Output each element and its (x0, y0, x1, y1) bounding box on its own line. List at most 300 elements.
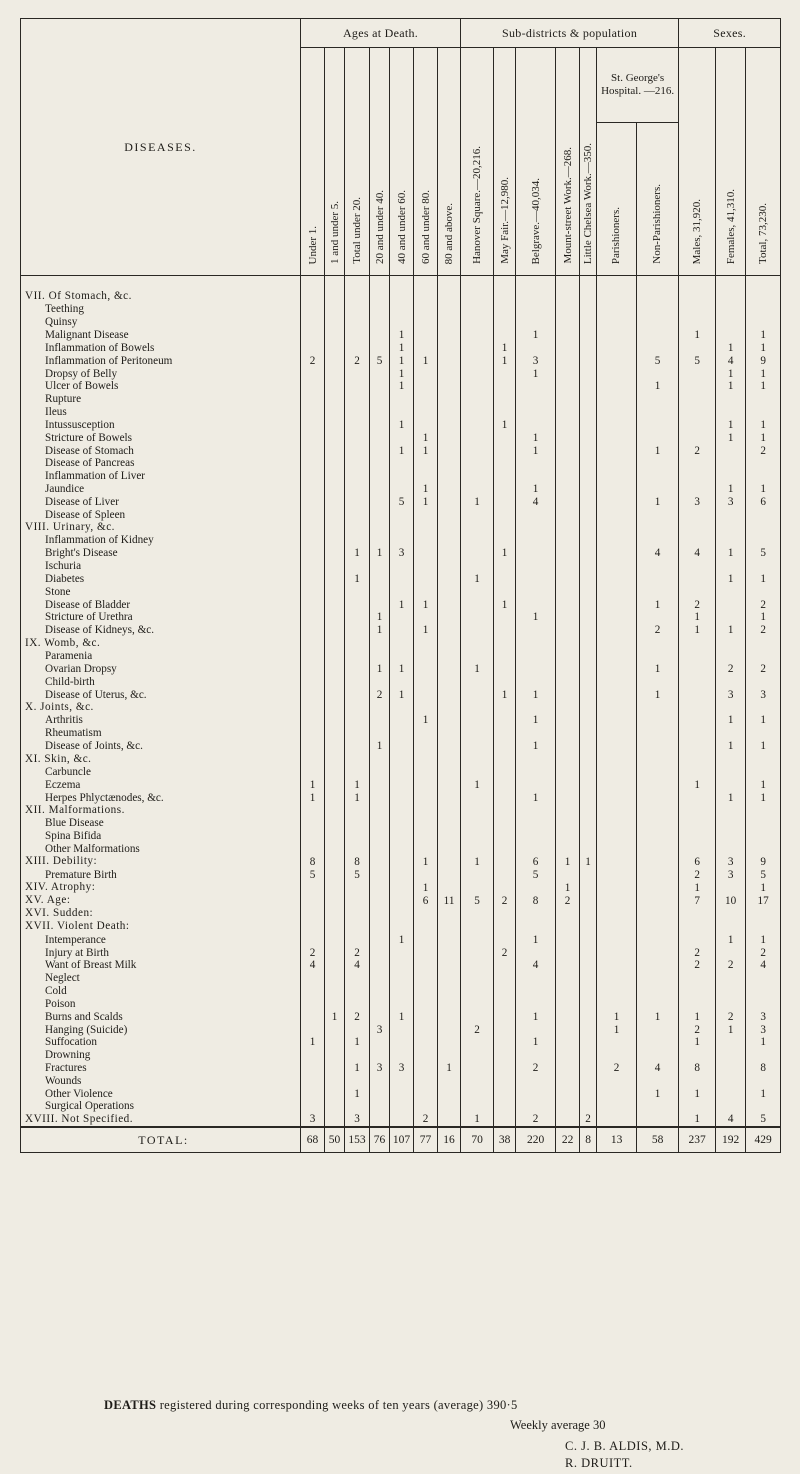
count-cell (438, 329, 461, 342)
count-cell (637, 329, 679, 342)
table-row (21, 547, 781, 560)
count-cell (461, 868, 494, 881)
count-cell: 3 (746, 1010, 781, 1023)
count-cell: 8 (301, 855, 325, 868)
count-cell (556, 521, 580, 534)
count-cell (438, 650, 461, 663)
count-cell (516, 1074, 556, 1087)
count-cell (461, 354, 494, 367)
count-cell: 1 (746, 573, 781, 586)
count-cell: 1 (679, 1036, 716, 1049)
count-cell (461, 341, 494, 354)
count-cell (746, 457, 781, 470)
count-cell (325, 547, 345, 560)
count-cell: 1 (414, 444, 438, 457)
count-cell: 1 (516, 431, 556, 444)
count-cell (345, 843, 370, 856)
count-cell (556, 997, 580, 1010)
count-cell: 1 (414, 624, 438, 637)
count-cell (580, 791, 597, 804)
count-cell (438, 444, 461, 457)
count-cell (637, 714, 679, 727)
count-cell (301, 933, 325, 946)
count-cell (580, 341, 597, 354)
count-cell: 1 (370, 663, 390, 676)
count-cell (325, 624, 345, 637)
count-cell (301, 521, 325, 534)
total-cell: 192 (716, 1127, 746, 1153)
count-cell (494, 521, 516, 534)
count-cell (345, 303, 370, 316)
count-cell (461, 418, 494, 431)
count-cell: 2 (345, 946, 370, 959)
disease-name: Dropsy of Belly (21, 367, 301, 380)
count-cell (637, 534, 679, 547)
count-cell (345, 920, 370, 933)
count-cell (325, 367, 345, 380)
count-cell (301, 444, 325, 457)
count-cell (325, 290, 345, 303)
table-row (21, 483, 781, 496)
table-row (21, 1074, 781, 1087)
table-row (21, 444, 781, 457)
count-cell (345, 804, 370, 817)
count-cell (494, 585, 516, 598)
count-cell (494, 1074, 516, 1087)
count-cell (414, 341, 438, 354)
count-cell (390, 534, 414, 547)
count-cell: 1 (679, 329, 716, 342)
count-cell (679, 714, 716, 727)
count-cell (746, 560, 781, 573)
count-cell (438, 534, 461, 547)
table-row (21, 611, 781, 624)
count-cell (370, 444, 390, 457)
count-cell: 1 (746, 483, 781, 496)
count-cell (494, 431, 516, 444)
count-cell (325, 303, 345, 316)
disease-name: Poison (21, 997, 301, 1010)
count-cell (325, 817, 345, 830)
count-cell (461, 843, 494, 856)
count-cell (637, 650, 679, 663)
count-cell (325, 894, 345, 907)
count-cell (556, 303, 580, 316)
count-cell (679, 817, 716, 830)
count-cell (494, 740, 516, 753)
count-cell (325, 959, 345, 972)
count-cell (414, 573, 438, 586)
count-cell (716, 675, 746, 688)
count-cell (679, 1049, 716, 1062)
count-cell (746, 753, 781, 766)
total-cell: 77 (414, 1127, 438, 1153)
count-cell (461, 444, 494, 457)
count-cell (370, 791, 390, 804)
count-cell (679, 701, 716, 714)
count-cell (746, 534, 781, 547)
count-cell (637, 1074, 679, 1087)
count-cell: 1 (679, 881, 716, 894)
count-cell (390, 740, 414, 753)
count-cell (580, 483, 597, 496)
count-cell (580, 495, 597, 508)
count-cell: 9 (746, 855, 781, 868)
count-cell (580, 521, 597, 534)
count-cell: 1 (494, 688, 516, 701)
count-cell (716, 637, 746, 650)
count-cell (390, 470, 414, 483)
count-cell (556, 985, 580, 998)
count-cell (414, 804, 438, 817)
count-cell (516, 521, 556, 534)
count-cell (345, 534, 370, 547)
count-cell (637, 1100, 679, 1113)
count-cell (390, 920, 414, 933)
count-cell (438, 406, 461, 419)
count-cell (325, 1023, 345, 1036)
count-cell (345, 663, 370, 676)
table-row (21, 714, 781, 727)
count-cell (461, 521, 494, 534)
section-row (21, 855, 781, 868)
count-cell (301, 457, 325, 470)
count-cell: 1 (494, 354, 516, 367)
count-cell (461, 766, 494, 779)
count-cell (637, 959, 679, 972)
count-cell (597, 598, 637, 611)
count-cell (370, 431, 390, 444)
count-cell (370, 585, 390, 598)
count-cell (580, 701, 597, 714)
count-cell: 2 (679, 444, 716, 457)
count-cell: 2 (679, 868, 716, 881)
count-cell (556, 791, 580, 804)
count-cell (716, 701, 746, 714)
count-cell (716, 920, 746, 933)
count-cell (556, 1074, 580, 1087)
deaths-average-note: DEATHS registered during corresponding weeks of ten years (average) 390·5 (104, 1398, 518, 1412)
disease-name: Stricture of Urethra (21, 611, 301, 624)
count-cell (597, 637, 637, 650)
count-cell (637, 367, 679, 380)
count-cell (370, 894, 390, 907)
count-cell: 5 (516, 868, 556, 881)
count-cell (516, 380, 556, 393)
count-cell (597, 367, 637, 380)
count-cell: 1 (345, 1036, 370, 1049)
count-cell: 1 (494, 418, 516, 431)
count-cell (301, 1049, 325, 1062)
count-cell (301, 830, 325, 843)
count-cell (556, 868, 580, 881)
count-cell (746, 675, 781, 688)
count-cell: 1 (390, 329, 414, 342)
count-cell (438, 933, 461, 946)
column-header-6: 80 and above. (438, 48, 461, 276)
table-row (21, 766, 781, 779)
disease-name: Injury at Birth (21, 946, 301, 959)
count-cell (461, 675, 494, 688)
table-row (21, 933, 781, 946)
total-cell: 68 (301, 1127, 325, 1153)
count-cell (556, 329, 580, 342)
count-cell (597, 508, 637, 521)
count-cell: 1 (637, 688, 679, 701)
count-cell (301, 972, 325, 985)
count-cell: 3 (390, 1062, 414, 1075)
count-cell: 1 (746, 341, 781, 354)
count-cell (637, 933, 679, 946)
count-cell (746, 830, 781, 843)
count-cell (414, 1036, 438, 1049)
count-cell (345, 830, 370, 843)
table-row (21, 663, 781, 676)
count-cell: 5 (746, 1113, 781, 1127)
count-cell (597, 1049, 637, 1062)
count-cell (325, 1062, 345, 1075)
count-cell: 3 (390, 547, 414, 560)
count-cell (325, 585, 345, 598)
count-cell (301, 316, 325, 329)
count-cell (679, 727, 716, 740)
total-cell: 50 (325, 1127, 345, 1153)
count-cell (637, 470, 679, 483)
count-cell (580, 1010, 597, 1023)
count-cell: 2 (746, 598, 781, 611)
count-cell (461, 920, 494, 933)
count-cell (679, 290, 716, 303)
disease-name: Child-birth (21, 675, 301, 688)
count-cell (325, 766, 345, 779)
count-cell (716, 1074, 746, 1087)
count-cell (556, 418, 580, 431)
count-cell (637, 675, 679, 688)
count-cell (597, 316, 637, 329)
count-cell (390, 303, 414, 316)
count-cell: 1 (494, 341, 516, 354)
count-cell: 1 (746, 791, 781, 804)
count-cell (414, 534, 438, 547)
count-cell (301, 714, 325, 727)
count-cell: 1 (716, 740, 746, 753)
count-cell (637, 1023, 679, 1036)
count-cell (516, 727, 556, 740)
count-cell (414, 933, 438, 946)
count-cell: 1 (580, 855, 597, 868)
count-cell: 2 (345, 354, 370, 367)
count-cell (414, 972, 438, 985)
count-cell (580, 1100, 597, 1113)
disease-name: XII. Malformations. (21, 804, 301, 817)
count-cell (414, 766, 438, 779)
count-cell (637, 457, 679, 470)
count-cell (746, 804, 781, 817)
count-cell (556, 920, 580, 933)
count-cell (370, 650, 390, 663)
count-cell (461, 431, 494, 444)
count-cell: 2 (716, 959, 746, 972)
count-cell (597, 817, 637, 830)
count-cell (746, 508, 781, 521)
count-cell (556, 714, 580, 727)
count-cell (370, 316, 390, 329)
count-cell (679, 508, 716, 521)
count-cell (597, 1100, 637, 1113)
count-cell (390, 791, 414, 804)
count-cell (461, 393, 494, 406)
count-cell (494, 457, 516, 470)
count-cell (556, 611, 580, 624)
count-cell (516, 650, 556, 663)
count-cell (597, 778, 637, 791)
count-cell (345, 701, 370, 714)
count-cell (556, 946, 580, 959)
count-cell (325, 483, 345, 496)
disease-name: Disease of Uterus, &c. (21, 688, 301, 701)
count-cell (325, 406, 345, 419)
count-cell (390, 611, 414, 624)
count-cell (679, 406, 716, 419)
count-cell (370, 470, 390, 483)
total-row (21, 1127, 781, 1153)
disease-name: Disease of Stomach (21, 444, 301, 457)
total-cell: 38 (494, 1127, 516, 1153)
count-cell (679, 483, 716, 496)
count-cell (679, 470, 716, 483)
table-row (21, 1100, 781, 1113)
count-cell: 3 (716, 495, 746, 508)
count-cell (597, 804, 637, 817)
count-cell (301, 573, 325, 586)
count-cell (390, 959, 414, 972)
count-cell (556, 380, 580, 393)
count-cell (516, 418, 556, 431)
count-cell (597, 1036, 637, 1049)
column-header-15: Females, 41,310. (716, 48, 746, 276)
count-cell (438, 778, 461, 791)
count-cell: 3 (716, 855, 746, 868)
count-cell (580, 804, 597, 817)
count-cell: 1 (716, 791, 746, 804)
count-cell (494, 611, 516, 624)
count-cell (580, 946, 597, 959)
count-cell (438, 663, 461, 676)
count-cell (556, 1062, 580, 1075)
table-row (21, 585, 781, 598)
count-cell (516, 393, 556, 406)
disease-name: Rupture (21, 393, 301, 406)
count-cell (494, 804, 516, 817)
table-row (21, 418, 781, 431)
count-cell (597, 985, 637, 998)
count-cell (746, 920, 781, 933)
count-cell (345, 341, 370, 354)
total-cell: 58 (637, 1127, 679, 1153)
count-cell (716, 521, 746, 534)
count-cell: 3 (746, 1023, 781, 1036)
disease-name: IX. Womb, &c. (21, 637, 301, 650)
count-cell: 1 (516, 791, 556, 804)
count-cell (414, 946, 438, 959)
count-cell: 1 (390, 688, 414, 701)
count-cell (325, 843, 345, 856)
count-cell (414, 1049, 438, 1062)
count-cell (370, 406, 390, 419)
count-cell: 1 (345, 778, 370, 791)
count-cell (370, 778, 390, 791)
count-cell (494, 933, 516, 946)
count-cell (494, 444, 516, 457)
count-cell (461, 997, 494, 1010)
count-cell (461, 560, 494, 573)
count-cell (325, 778, 345, 791)
count-cell: 1 (516, 933, 556, 946)
disease-name: Inflammation of Liver (21, 470, 301, 483)
count-cell (556, 1049, 580, 1062)
count-cell (301, 508, 325, 521)
disease-name: X. Joints, &c. (21, 701, 301, 714)
count-cell (390, 894, 414, 907)
count-cell (438, 997, 461, 1010)
count-cell (494, 367, 516, 380)
count-cell (556, 972, 580, 985)
count-cell (370, 290, 390, 303)
count-cell (345, 740, 370, 753)
count-cell (494, 881, 516, 894)
count-cell: 2 (679, 959, 716, 972)
count-cell (679, 985, 716, 998)
count-cell (414, 740, 438, 753)
count-cell (679, 431, 716, 444)
count-cell (556, 753, 580, 766)
count-cell (390, 766, 414, 779)
count-cell: 4 (516, 495, 556, 508)
count-cell (438, 920, 461, 933)
count-cell (597, 1087, 637, 1100)
count-cell (325, 598, 345, 611)
disease-name: XVII. Violent Death: (21, 920, 301, 933)
count-cell (556, 367, 580, 380)
count-cell (494, 624, 516, 637)
count-cell (679, 1074, 716, 1087)
count-cell (516, 1100, 556, 1113)
count-cell (301, 470, 325, 483)
count-cell (345, 972, 370, 985)
count-cell (580, 547, 597, 560)
total-cell: 8 (580, 1127, 597, 1153)
count-cell (637, 431, 679, 444)
count-cell (746, 843, 781, 856)
count-cell (390, 727, 414, 740)
count-cell: 17 (746, 894, 781, 907)
disease-name: Diabetes (21, 573, 301, 586)
column-header-9: Belgrave.—40,034. (516, 48, 556, 276)
table-row (21, 985, 781, 998)
count-cell: 2 (716, 1010, 746, 1023)
count-cell (325, 611, 345, 624)
disease-name: Disease of Liver (21, 495, 301, 508)
count-cell (580, 598, 597, 611)
section-row (21, 521, 781, 534)
count-cell (637, 766, 679, 779)
table-row (21, 1010, 781, 1023)
count-cell (301, 881, 325, 894)
count-cell (370, 766, 390, 779)
count-cell (494, 843, 516, 856)
count-cell (494, 868, 516, 881)
count-cell (345, 1023, 370, 1036)
